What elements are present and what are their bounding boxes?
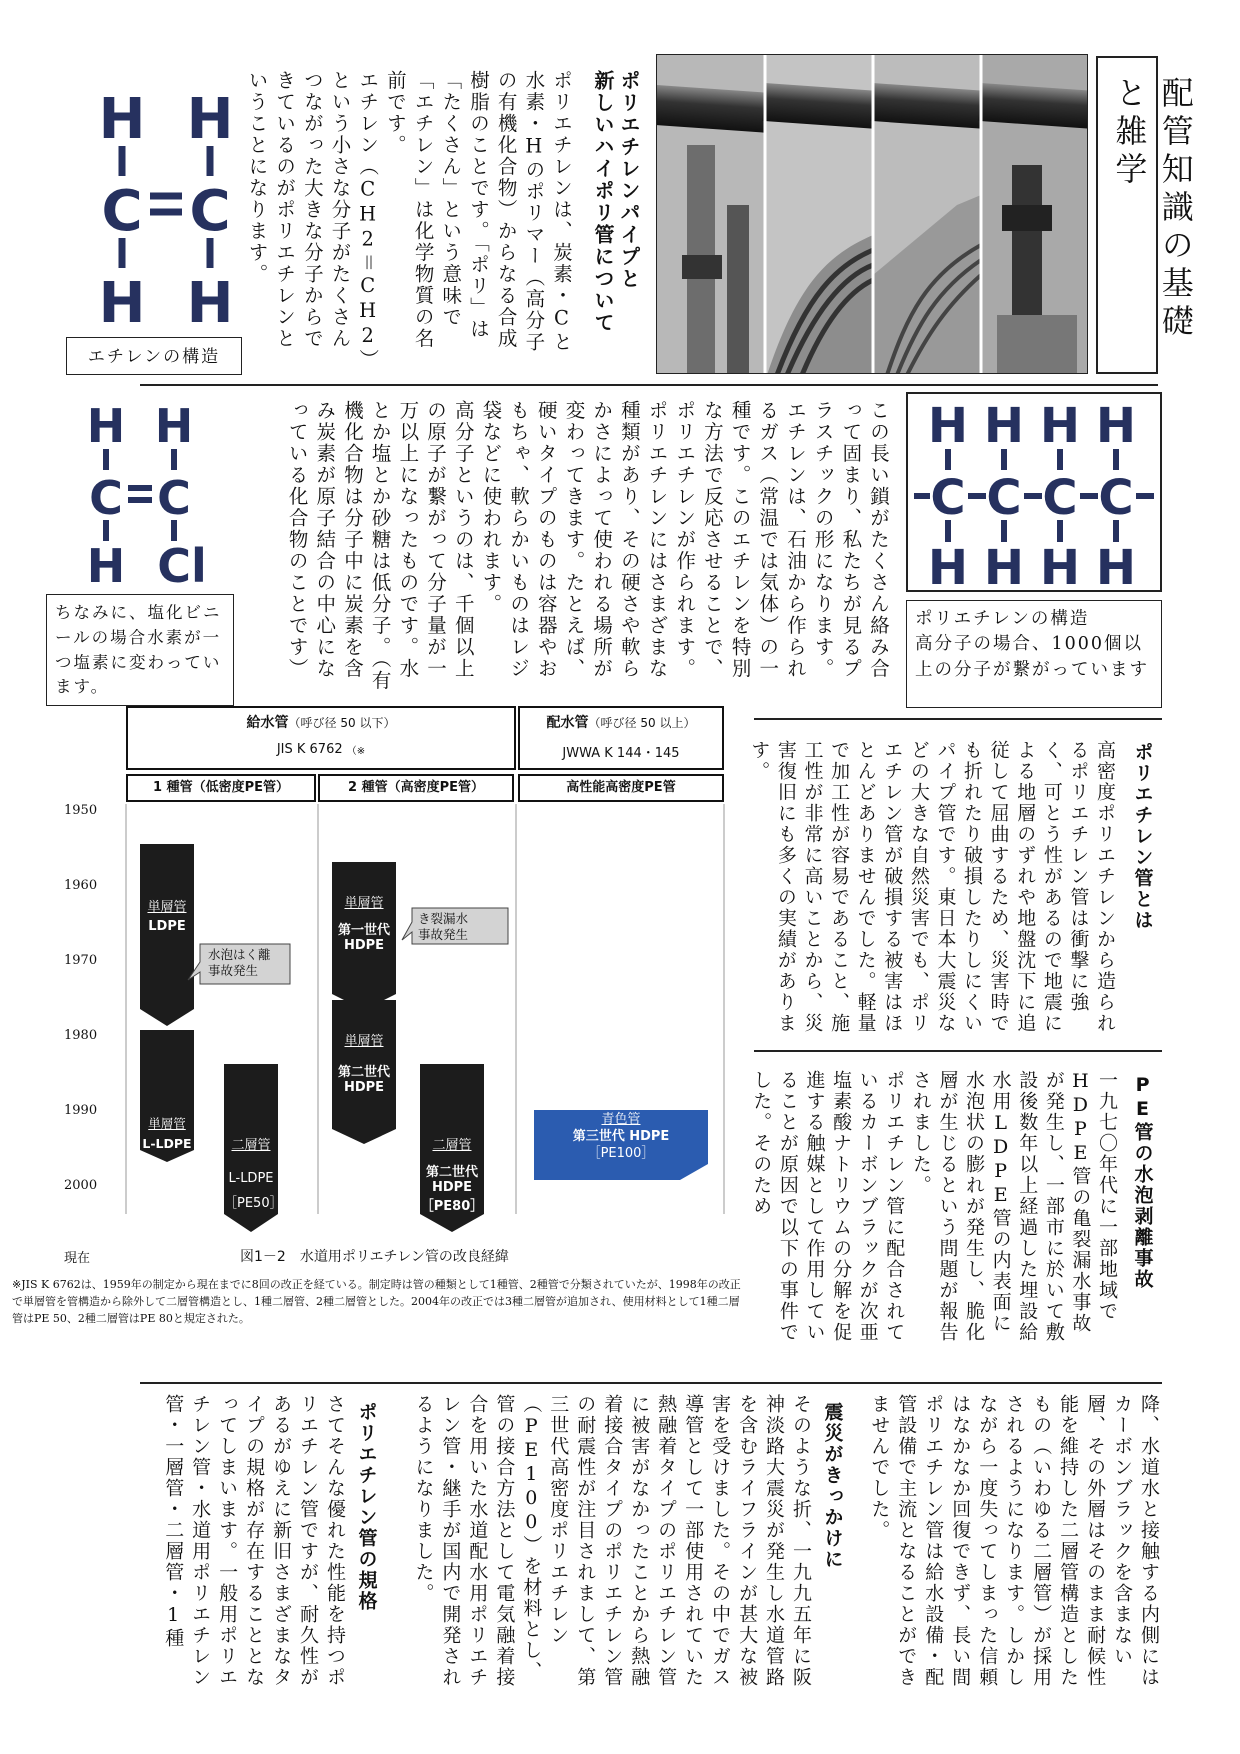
fig-c1a-label: 単層管: [147, 900, 187, 915]
fig-c1a-name: LDPE: [148, 919, 186, 934]
fig-header-left-title: 給水管: [246, 715, 289, 731]
svg-text:H: H: [186, 87, 234, 152]
fig-c3-label: 青色管: [601, 1112, 641, 1127]
intro-body: ポリエチレンは、炭素・Cと水素・Hのポリマー（高分子の有機化合物）からなる合成樹脂のことです。「ポリ」は「たくさん」という意味で「エチレン」は化学物質の名前です。 エチレン（CH2＝CH2）という小さな分子がたくさんつながった大きな分子からできているのがポリエチレンということになります。: [245, 70, 573, 361]
svg-text:H: H: [98, 271, 146, 327]
fig-caption: 図1－2 水道用ポリエチレン管の改良経緯: [240, 1249, 509, 1265]
section-blister-body: 一九七〇年代に一部地域でHDPE管の亀裂漏水事故が発生し、一部市に於いて敷設後数年以上経過した埋設給水用LDPE管の内表面に水泡状の膨れが発生し、脆化層が生じるという問題が報告されました。 ポリエチレン管に配合されているカーボンブラックが次亜塩素酸ナトリウムの分解を促進する触媒として作用していることが原因で以下の事件でした。そのため: [750, 1070, 1118, 1343]
pe-structure-box: [906, 392, 1162, 592]
pipe-history-figure: [60, 706, 734, 1278]
fig-c1c-grade: ［PE50］: [224, 1196, 283, 1211]
svg-text:C: C: [986, 470, 1022, 526]
svg-text:C: C: [189, 179, 231, 244]
fig-note-crack: き裂漏水 事故発生: [418, 911, 469, 943]
fig-year-label: 1990: [64, 1103, 98, 1118]
svg-text:H: H: [1095, 398, 1137, 454]
svg-text:H: H: [1039, 398, 1081, 454]
fig-c2a-label: 単層管: [344, 896, 384, 911]
fig-c2c-label: 二層管: [432, 1138, 472, 1153]
fig-header-right-sub: （呼び径 50 以上）: [588, 716, 696, 730]
section-pe-pipe-heading: ポリエチレン管とは: [1131, 742, 1154, 931]
fig-years: [64, 804, 97, 1266]
pvc-structure: [82, 398, 212, 588]
fig-c2c-name: HDPE: [431, 1180, 473, 1195]
pipe-photos: [657, 55, 1088, 374]
section-quake-heading: 震災がきっかけに: [821, 1402, 844, 1570]
fig-c2b-gen: 第二世代: [337, 1065, 390, 1080]
fig-c2b-name: HDPE: [343, 1080, 385, 1095]
ethylene-caption-box: [66, 337, 242, 375]
fig-header-left: [126, 706, 516, 770]
svg-text:C: C: [101, 179, 143, 244]
pvc-caption: ちなみに、塩化ビニールの場合水素が一つ塩素に変わっています。: [55, 603, 222, 697]
ethylene-diagram: [92, 82, 242, 327]
fig-col3: 高性能高密度PE管: [518, 774, 724, 802]
svg-text:Cl: Cl: [157, 539, 207, 588]
fig-col2: 2 種管（高密度PE管）: [318, 774, 514, 802]
svg-text:H: H: [1095, 540, 1137, 590]
divider-bottom: [140, 1382, 1162, 1384]
fig-c3-name: 第三世代 HDPE: [572, 1128, 670, 1144]
pvc-diagram: [82, 398, 212, 588]
fig-year-label: 1950: [64, 804, 98, 818]
svg-text:C: C: [930, 470, 966, 526]
svg-text:C: C: [89, 471, 123, 525]
fig-header-left-sub: （呼び径 50 以下）: [288, 716, 396, 730]
fig-header-left-mark: （※: [346, 746, 366, 757]
fig-header-right: [518, 706, 724, 770]
divider-right-1: [754, 718, 1162, 720]
section-spec-body: さてそんな優れた性能を持つポリエチレン管ですが、耐久性があるがゆえに新旧さまざまなタイプの規格が存在することとなってしまいます。一般用ポリエチレン管・水道用ポリエチレン管・一層管・二層管・1種: [162, 1394, 346, 1688]
fig-c2a-name: HDPE: [343, 938, 385, 953]
section-blister-heading: PE管の水泡剥離事故: [1131, 1074, 1154, 1290]
section-blister-continued: 降、水道水と接触する内側にはカーボンブラックを含まない層、その外層はそのまま耐候性能を維持した二層管構造としたもの（いわゆる二層管）が採用されるようになります。しかしながら一度失ってしまった信頼はなかなか回復できず、長い間ポリエチレン管は給水設備・配管設備で主流となることができませんでした。: [868, 1394, 1160, 1688]
ethylene-structure: [92, 82, 242, 327]
svg-text:H: H: [927, 540, 969, 590]
section-pe-pipe-body: 高密度ポリエチレンから造られるポリエチレン管は衝撃に強く、可とう性があるので地震による地層のずれや地盤沈下に追従して屈曲するため、災害時でも折れたり破損したりしにくいパイプ管です。東日本大震災などの大きな自然災害でも、ポリエチレン管が破損する被害はほとんどありませんでした。軽量で加工性が容易であること、施工性が非常に高いことから、災害復旧にも多くの実績があります。: [748, 740, 1116, 1034]
fig-year-label: 2000: [64, 1178, 98, 1193]
fig-header-left-std: JIS K 6762: [276, 742, 343, 757]
fig-header-right-title: 配水管: [546, 715, 589, 731]
section-quake-body: そのような折、一九九五年に阪神淡路大震災が発生し水道管路を含むライフラインが甚大な被害を受けました。その中でガス導管として一部使用されていた熱融着タイプのポリエチレン管に被害がなかったことから熱融着接合タイプのポリエチレン管の耐震性が注目されまして、第三世代高密度ポリエチレン（PE100）を材料とし、管の接合方法として電気融着接合を用いた水道配水用ポリエチレン管・継手が国内で開発されるようになりました。: [412, 1394, 812, 1688]
svg-text:C: C: [1098, 470, 1134, 526]
divider-top: [140, 384, 1158, 386]
pvc-caption-box: [46, 594, 234, 706]
fig-col1: 1 種管（低密度PE管）: [126, 774, 316, 802]
svg-text:H: H: [927, 398, 969, 454]
fig-c3-grade: ［PE100］: [587, 1145, 655, 1161]
middle-body: この長い鎖がたくさん絡み合って固まり、私たちが見るプラスチックの形になります。 エチレンは、石油から作られるガス（常温では気体）の一種です。このエチレンを特別な方法で反応させることで、ポリエチレンが作られます。 ポリエチレンにはさまざまな種類があり、その硬さや軟らかさによって使われる場所が変わってきます。たとえば、硬いタイプのものは容器やおもちゃ、軟らかいものはレジ袋などに使われます。 高分子というのは、千個以上の原子が繋がって分子量が一万以上になったものです。水とか塩とか砂糖は低分子。（有機化合物は分子中に炭素を含み炭素が原子結合の中心になっている化合物のことです）: [285, 400, 890, 692]
fig-c1b-label: 単層管: [148, 1116, 186, 1131]
fig-c1c-label: 二層管: [231, 1138, 271, 1153]
fig-year-label: 現在: [64, 1251, 91, 1266]
pipe-photo-collage: [656, 54, 1088, 374]
ethylene-caption: エチレンの構造: [87, 347, 221, 367]
fig-c1c-name: L-LDPE: [228, 1171, 274, 1186]
svg-text:H: H: [983, 398, 1025, 454]
pe-caption: ポリエチレンの構造 高分子の場合、1000個以上の分子が繋がっています: [915, 609, 1149, 680]
fig-note-blister: 水泡はく離 事故発生: [208, 947, 271, 979]
fig-year-label: 1970: [64, 953, 98, 968]
fig-c2b-label: 単層管: [344, 1034, 384, 1049]
svg-text:H: H: [98, 87, 146, 152]
svg-text:H: H: [154, 399, 194, 453]
svg-text:H: H: [983, 540, 1025, 590]
fig-c2a-gen: 第一世代: [337, 923, 390, 938]
fig-footnote: ※JIS K 6762は、1959年の制定から現在までに8回の改正を経ている。制定時は管の種類として1種管、2種管で分類されていたが、1998年の改正で単層管を管構造から除外して二層管構造とし、1種二層管、2種二層管とした。2004年の改正では3種二層管が追加され、使用材料として1種二層管はPE 50、2種二層管はPE 80と規定された。: [12, 1278, 741, 1326]
fig-c2c-grade: ［PE80］: [420, 1199, 484, 1214]
svg-text:C: C: [157, 471, 191, 525]
fig-header-right-std: JWWA K 144・145: [562, 746, 680, 761]
svg-text:H: H: [186, 271, 234, 327]
fig-c1b-name: L-LDPE: [142, 1136, 192, 1151]
header-title-box: [1096, 56, 1195, 374]
intro-heading: ポリエチレンパイプと 新しいハイポリ管について: [591, 70, 641, 334]
fig-year-label: 1960: [64, 878, 98, 893]
section-spec-heading: ポリエチレン管の規格: [355, 1402, 378, 1612]
svg-text:C: C: [1042, 470, 1078, 526]
fig-year-label: 1980: [64, 1028, 98, 1043]
page-title: 配管知識の基礎と雑学: [1110, 76, 1195, 342]
svg-text:H: H: [1039, 540, 1081, 590]
svg-text:H: H: [86, 539, 126, 588]
pe-caption-box: [906, 600, 1162, 708]
svg-text:H: H: [86, 399, 126, 453]
polyethylene-diagram: [908, 394, 1160, 590]
fig-c2c-gen: 第二世代: [425, 1165, 478, 1180]
divider-right-2: [754, 1050, 1162, 1052]
